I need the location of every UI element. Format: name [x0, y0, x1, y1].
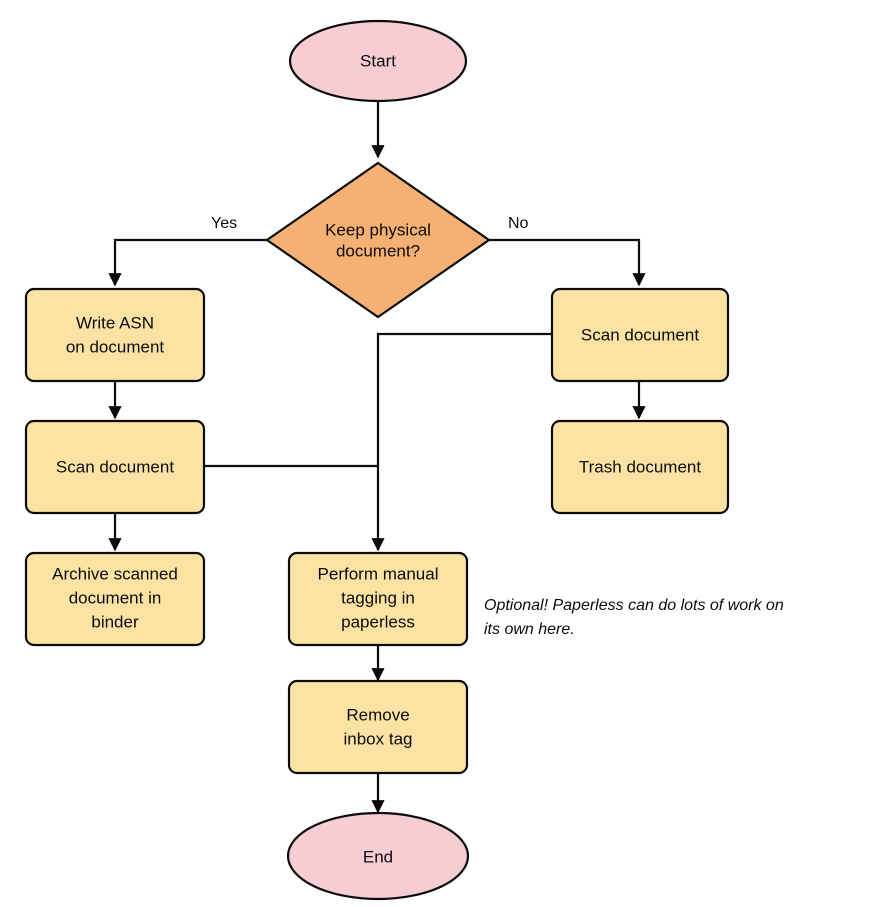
node-end[interactable] [288, 813, 468, 899]
edge-decision-no [489, 240, 639, 285]
tagging-label-line2: tagging in [341, 588, 415, 608]
node-write-asn[interactable] [26, 289, 204, 381]
edge-label-yes: Yes [211, 215, 238, 232]
node-decision[interactable] [267, 163, 489, 317]
trash-document-label: Trash document [578, 457, 702, 477]
decision-shape [267, 163, 489, 317]
write-asn-label-line1: Write ASN [75, 313, 155, 333]
decision-label-line1: Keep physical [325, 220, 431, 240]
node-tagging[interactable] [289, 553, 467, 645]
node-archive[interactable] [26, 553, 204, 645]
optional-note-line2: its own here. [484, 621, 575, 638]
optional-note [484, 597, 784, 638]
scan-document-left-label: Scan document [55, 457, 175, 477]
node-trash-document[interactable] [552, 421, 728, 513]
decision-label-line2: document? [335, 241, 421, 261]
edge-scanright-to-tagging [378, 334, 552, 550]
write-asn-label-line2: on document [65, 337, 165, 357]
optional-note-line1: Optional! Paperless can do lots of work on [484, 597, 784, 614]
remove-inbox-tag-label-line1: Remove [346, 705, 410, 725]
start-label: Start [360, 51, 396, 71]
node-start[interactable] [290, 21, 466, 101]
tagging-label-line3: paperless [341, 612, 415, 632]
node-scan-document-right[interactable] [552, 289, 728, 381]
archive-label-line1: Archive scanned [52, 564, 178, 584]
scan-document-right-label: Scan document [580, 325, 700, 345]
tagging-label-line1: Perform manual [317, 564, 439, 584]
node-scan-document-left[interactable] [26, 421, 204, 513]
write-asn-shape [26, 289, 204, 381]
node-remove-inbox-tag[interactable] [289, 681, 467, 773]
edge-label-no: No [508, 215, 529, 232]
edge-decision-yes [115, 240, 267, 285]
remove-inbox-tag-shape [289, 681, 467, 773]
end-label: End [362, 847, 394, 867]
archive-label-line2: document in [68, 588, 162, 608]
archive-label-line3: binder [91, 612, 139, 632]
remove-inbox-tag-label-line2: inbox tag [343, 729, 413, 749]
